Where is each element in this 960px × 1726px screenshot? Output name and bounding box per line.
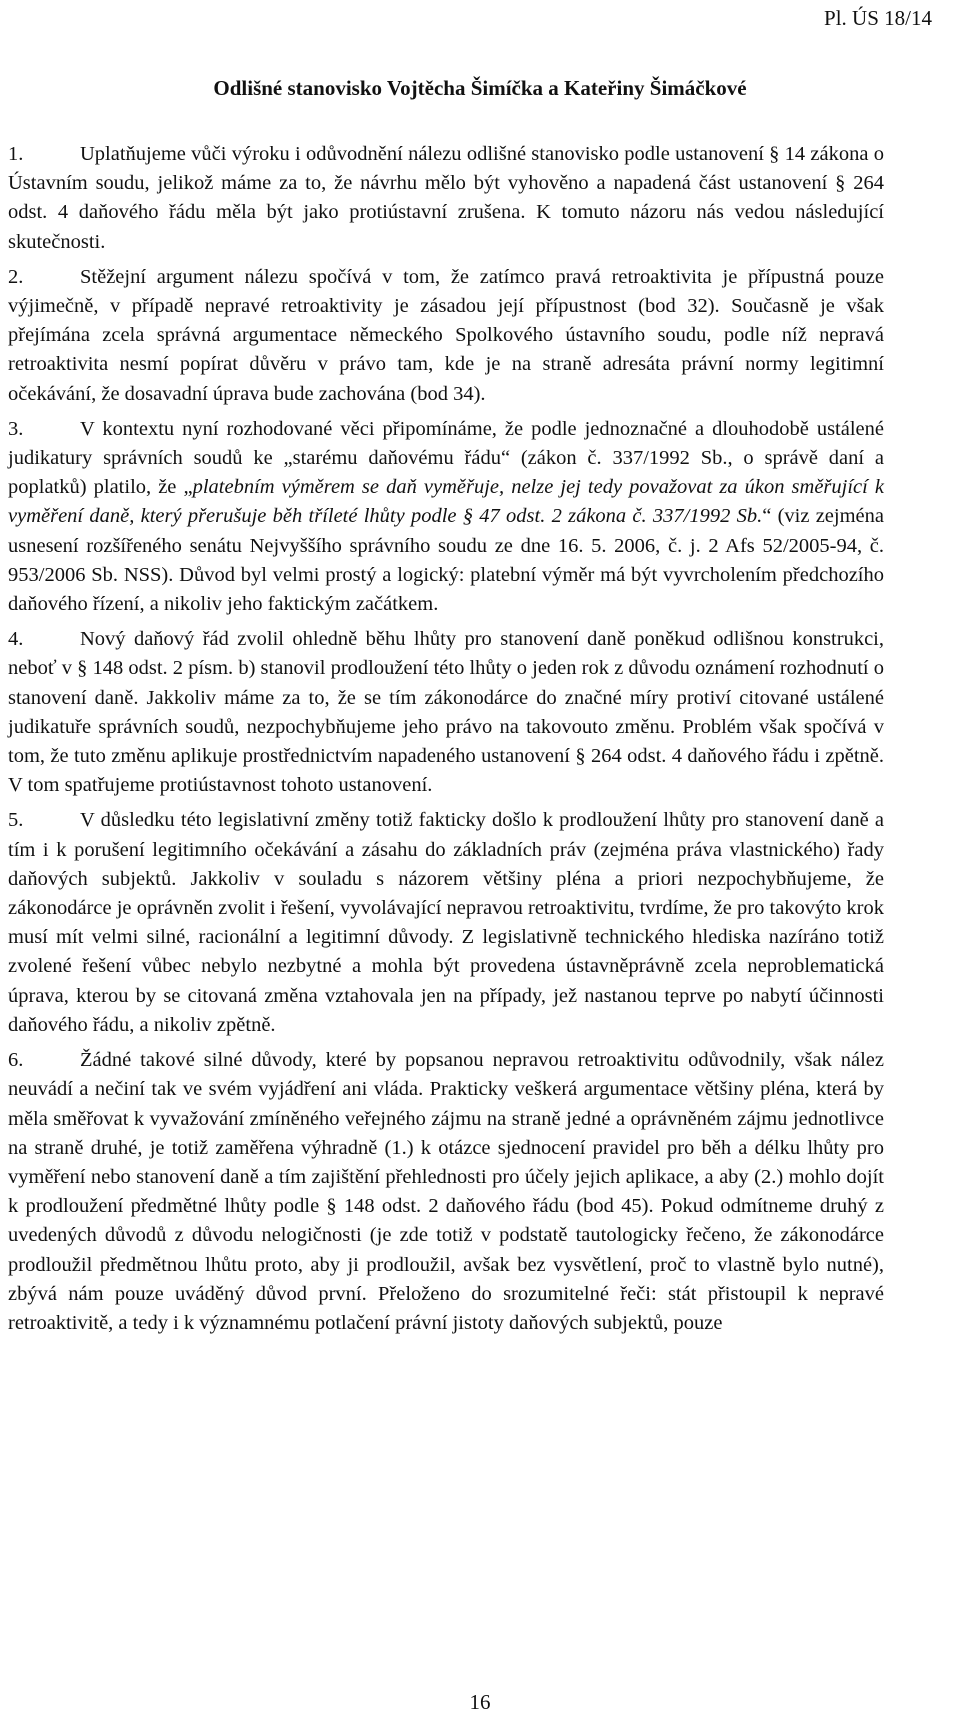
- paragraph-1: [8, 140, 884, 257]
- document-title: Odlišné stanovisko Vojtěcha Šimíčka a Kateřiny Šimáčkové: [213, 76, 747, 100]
- paragraph-6: [8, 1046, 884, 1338]
- quoted-judgment-text: platebním výměrem se daň vyměřuje, nelze jej tedy považovat za úkon směřující k vyměření daně, který přerušuje běh tříleté lhůty podle § 47 odst. 2 zákona č. 337/1992 Sb.: [8, 476, 884, 528]
- paragraph-text: Nový daňový řád zvolil ohledně běhu lhůty pro stanovení daně poněkud odlišnou konstrukci, neboť v § 148 odst. 2 písm. b) stanovil prodloužení této lhůty o jeden rok z důvodu oznámení rozhodnutí o stanovení daně. Jakkoliv máme za to, že se tím zákonodárce do značné míry protiví citované ustálené judikatuře správních soudů, nezpochybňujeme jeho právo na takovouto změnu. Problém však spočívá v tom, že tuto změnu aplikuje prostřednictvím napadeného ustanovení § 264 odst. 4 daňového řádu i zpětně. V tom spatřujeme protiústavnost tohoto ustanovení.: [8, 628, 884, 797]
- paragraph-text: Uplatňujeme vůči výroku i odůvodnění nálezu odlišné stanovisko podle ustanovení § 14 zákona o Ústavním soudu, jelikož máme za to, že návrhu mělo být vyhověno a napadená část ustanovení § 264 odst. 4 daňového řádu měla být jako protiústavní zrušena. K tomuto názoru nás vedou následující skutečnosti.: [8, 143, 884, 253]
- paragraph-number: 5.: [8, 809, 24, 832]
- paragraph-text: V kontextu nyní rozhodované věci připomínáme, že podle jednoznačné a dlouhodobě ustálené judikatury správních soudů ke „starému daňovému řádu“ (zákon č. 337/1992 Sb., o správě daní a poplatků) platilo, že „: [8, 417, 884, 499]
- paragraph-4: [8, 625, 884, 800]
- paragraph-text: Žádné takové silné důvody, které by popsanou nepravou retroaktivitu odůvodnily, však nález neuvádí a nečiní tak ve svém vyjádření ani vláda. Prakticky veškerá argumentace většiny pléna, která by měla směřovat k vyvažování zmíněného veřejného zájmu na straně jedné a oprávněném zájmu jednotlivce na straně druhé, je totiž zaměřena výhradně (1.) k otázce sjednocení pravidel pro běh a délku lhůty pro vyměření nebo stanovení daně a tím zajištění přehlednosti pro účely jejich aplikace, a aby (2.) mohlo dojít k prodloužení předmětné lhůty podle § 148 odst. 2 daňového řádu (bod 45). Pokud odmítneme druhý z uvedených důvodů z důvodu nelogičnosti (je zde totiž v podstatě tautologicky řečeno, že zákonodárce prodloužil předmětnou lhůtu proto, aby ji prodloužil, avšak bez vysvětlení, proč to vlastně bylo nutné), zbývá nám pouze uváděný důvod první. Přeloženo do srozumitelné řeči: stát přistoupil k nepravé retroaktivitě, a tedy i k významnému potlačení právní jistoty daňových subjektů, pouze: [8, 1049, 884, 1334]
- paragraph-text: Stěžejní argument nálezu spočívá v tom, že zatímco pravá retroaktivita je přípustná pouze výjimečně, v případě nepravé retroaktivity je zásadou její přípustnost (bod 32). Současně je však přejímána zcela správná argumentace německého Spolkového ústavního soudu, podle níž nepravá retroaktivita nesmí popírat důvěru v právo tam, kde je na straně adresáta právní normy legitimní očekávání, že dosavadní úprava bude zachována (bod 34).: [8, 265, 884, 405]
- paragraph-number: 4.: [8, 628, 24, 651]
- paragraph-number: 2.: [8, 265, 24, 288]
- page-number: 16: [469, 1690, 491, 1714]
- paragraph-text: V důsledku této legislativní změny totiž fakticky došlo k prodloužení lhůty pro stanovení daně a tím i k porušení legitimního očekávání a zásahu do základních práv (zejména práva vlastnického) řady daňových subjektů. Jakkoliv v souladu s názorem většiny pléna a priori nezpochybňujeme, že zákonodárce je oprávněn zvolit i řešení, vyvolávající nepravou retroaktivitu, tvrdíme, že pro takovýto krok musí mít velmi silné, racionální a legitimní důvody. Z legislativně technického hlediska nazíráno totiž zvolené řešení vůbec nebylo nezbytné a mohla být provedena ústavněprávně zcela neproblematická úprava, kterou by se citovaná změna vztahovala jen na případy, jež nastanou teprve po nabytí účinnosti daňového řádu, a nikoliv zpětně.: [8, 809, 884, 1036]
- paragraph-number: 1.: [8, 143, 24, 165]
- paragraph-number: 3.: [8, 417, 24, 440]
- case-reference: Pl. ÚS 18/14: [824, 6, 932, 30]
- paragraph-number: 6.: [8, 1049, 24, 1072]
- paragraph-5: [8, 806, 884, 1040]
- paragraph-text-continued: “ (viz zejména usnesení rozšířeného senátu Nejvyššího správního soudu ze dne 16. 5. 2006, č. j. 2 Afs 52/2005-94, č. 953/2006 Sb. NSS). Důvod byl velmi prostý a logický: platební výměr má být vyvrcholením předchozího daňového řízení, a nikoliv jeho faktickým začátkem.: [8, 505, 885, 616]
- paragraph-2: [8, 263, 884, 409]
- paragraph-3: [8, 415, 884, 619]
- document-body: [8, 140, 884, 1344]
